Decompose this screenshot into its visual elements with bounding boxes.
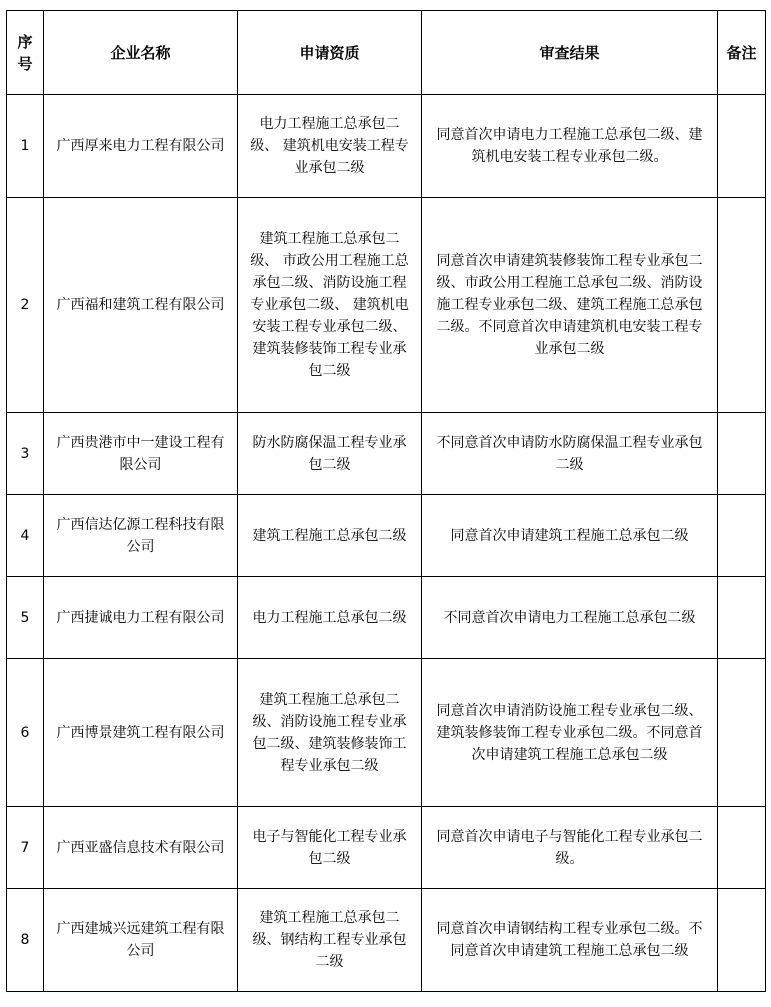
cell-seq: 8 <box>7 889 44 992</box>
header-company: 企业名称 <box>44 11 238 95</box>
header-seq: 序号 <box>7 11 44 95</box>
cell-company: 广西福和建筑工程有限公司 <box>44 198 238 413</box>
cell-remark <box>718 889 766 992</box>
cell-result: 同意首次申请建筑装修装饰工程专业承包二级、市政公用工程施工总承包二级、消防设施工程专业承包二级、建筑工程施工总承包二级。不同意首次申请建筑机电安装工程专业承包二级 <box>422 198 718 413</box>
header-remark: 备注 <box>718 11 766 95</box>
cell-seq: 1 <box>7 95 44 198</box>
cell-result: 不同意首次申请电力工程施工总承包二级 <box>422 577 718 659</box>
cell-remark <box>718 577 766 659</box>
cell-qualification: 建筑工程施工总承包二级、消防设施工程专业承包二级、建筑装修装饰工程专业承包二级 <box>238 659 422 807</box>
cell-company: 广西贵港市中一建设工程有限公司 <box>44 413 238 495</box>
cell-remark <box>718 198 766 413</box>
table-row <box>7 807 766 889</box>
cell-result: 不同意首次申请防水防腐保温工程专业承包二级 <box>422 413 718 495</box>
cell-seq: 4 <box>7 495 44 577</box>
cell-remark <box>718 495 766 577</box>
cell-seq: 5 <box>7 577 44 659</box>
table-row <box>7 577 766 659</box>
table-row <box>7 495 766 577</box>
cell-result: 同意首次申请消防设施工程专业承包二级、建筑装修装饰工程专业承包二级。不同意首次申请建筑工程施工总承包二级 <box>422 659 718 807</box>
table-row <box>7 889 766 992</box>
cell-company: 广西捷诚电力工程有限公司 <box>44 577 238 659</box>
cell-remark <box>718 413 766 495</box>
table-row <box>7 659 766 807</box>
cell-seq: 2 <box>7 198 44 413</box>
table-row <box>7 95 766 198</box>
cell-seq: 7 <box>7 807 44 889</box>
cell-qualification: 电力工程施工总承包二级、 建筑机电安装工程专业承包二级 <box>238 95 422 198</box>
cell-remark <box>718 807 766 889</box>
cell-seq: 6 <box>7 659 44 807</box>
review-results-table <box>6 10 766 992</box>
cell-qualification: 电子与智能化工程专业承包二级 <box>238 807 422 889</box>
cell-result: 同意首次申请建筑工程施工总承包二级 <box>422 495 718 577</box>
table-row <box>7 198 766 413</box>
table-header-row <box>7 11 766 95</box>
cell-result: 同意首次申请电子与智能化工程专业承包二级。 <box>422 807 718 889</box>
cell-remark <box>718 659 766 807</box>
cell-remark <box>718 95 766 198</box>
header-result: 审查结果 <box>422 11 718 95</box>
table-row <box>7 413 766 495</box>
cell-company: 广西厚来电力工程有限公司 <box>44 95 238 198</box>
cell-result: 同意首次申请电力工程施工总承包二级、建筑机电安装工程专业承包二级。 <box>422 95 718 198</box>
cell-company: 广西博景建筑工程有限公司 <box>44 659 238 807</box>
cell-qualification: 建筑工程施工总承包二级、钢结构工程专业承包二级 <box>238 889 422 992</box>
cell-company: 广西亚盛信息技术有限公司 <box>44 807 238 889</box>
cell-company: 广西信达亿源工程科技有限公司 <box>44 495 238 577</box>
cell-seq: 3 <box>7 413 44 495</box>
header-qualification: 申请资质 <box>238 11 422 95</box>
cell-company: 广西建城兴远建筑工程有限公司 <box>44 889 238 992</box>
cell-qualification: 建筑工程施工总承包二级、 市政公用工程施工总承包二级、消防设施工程专业承包二级、 建筑机电安装工程专业承包二级、建筑装修装饰工程专业承包二级 <box>238 198 422 413</box>
cell-result: 同意首次申请钢结构工程专业承包二级。不同意首次申请建筑工程施工总承包二级 <box>422 889 718 992</box>
cell-qualification: 防水防腐保温工程专业承包二级 <box>238 413 422 495</box>
cell-qualification: 建筑工程施工总承包二级 <box>238 495 422 577</box>
cell-qualification: 电力工程施工总承包二级 <box>238 577 422 659</box>
